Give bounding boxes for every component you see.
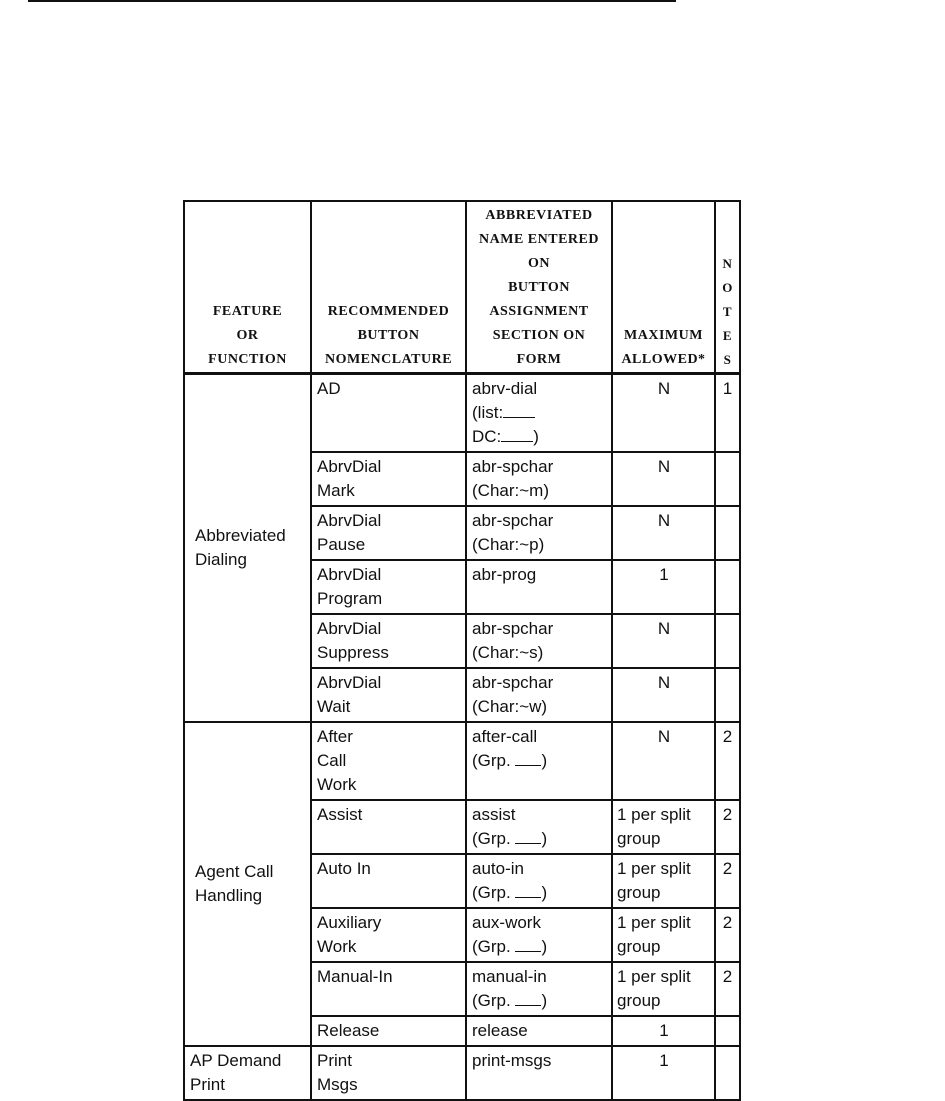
- nomenclature-cell: AbrvDial Pause: [311, 506, 466, 560]
- top-rule: [28, 0, 676, 2]
- table-row: [184, 1046, 740, 1100]
- note-cell: [715, 1046, 740, 1100]
- table-header-row: [184, 201, 740, 374]
- header-notes: N O T E S: [715, 201, 740, 374]
- max-cell: N: [612, 668, 715, 722]
- abbrev-cell: auto-in (Grp. ): [466, 854, 612, 908]
- table-row: [184, 374, 740, 453]
- max-cell: 1 per split group: [612, 800, 715, 854]
- note-cell: 2: [715, 854, 740, 908]
- note-cell: [715, 1016, 740, 1046]
- nomenclature-cell: Auto In: [311, 854, 466, 908]
- max-cell: 1: [612, 1046, 715, 1100]
- nomenclature-cell: Print Msgs: [311, 1046, 466, 1100]
- abbrev-cell: aux-work (Grp. ): [466, 908, 612, 962]
- nomenclature-cell: Auxiliary Work: [311, 908, 466, 962]
- note-cell: [715, 506, 740, 560]
- table-row: [184, 722, 740, 800]
- max-cell: N: [612, 506, 715, 560]
- nomenclature-cell: AbrvDial Program: [311, 560, 466, 614]
- abbrev-cell: print-msgs: [466, 1046, 612, 1100]
- feature-cell-ap-demand-print: AP Demand Print: [184, 1046, 311, 1100]
- button-assignment-table: [183, 200, 741, 1101]
- abbrev-cell: abrv-dial (list: DC: ): [466, 374, 612, 453]
- note-cell: 2: [715, 908, 740, 962]
- note-cell: [715, 560, 740, 614]
- nomenclature-cell: Manual-In: [311, 962, 466, 1016]
- max-cell: 1 per split group: [612, 962, 715, 1016]
- abbrev-cell: abr-spchar (Char:~m): [466, 452, 612, 506]
- max-cell: 1 per split group: [612, 854, 715, 908]
- abbrev-cell: abr-spchar (Char:~s): [466, 614, 612, 668]
- feature-cell-agent-call-handling: Agent Call Handling: [184, 722, 311, 1046]
- note-cell: 1: [715, 374, 740, 453]
- feature-cell-abbreviated-dialing: Abbreviated Dialing: [184, 374, 311, 723]
- note-cell: 2: [715, 962, 740, 1016]
- note-cell: 2: [715, 722, 740, 800]
- abbrev-cell: release: [466, 1016, 612, 1046]
- nomenclature-cell: After Call Work: [311, 722, 466, 800]
- max-cell: 1: [612, 560, 715, 614]
- nomenclature-cell: AD: [311, 374, 466, 453]
- header-feature: FEATURE OR FUNCTION: [184, 201, 311, 374]
- note-cell: [715, 668, 740, 722]
- note-cell: [715, 452, 740, 506]
- max-cell: 1: [612, 1016, 715, 1046]
- header-abbreviated-name: ABBREVIATED NAME ENTERED ON BUTTON ASSIGNMENT SECTION ON FORM: [466, 201, 612, 374]
- nomenclature-cell: AbrvDial Suppress: [311, 614, 466, 668]
- abbrev-cell: abr-spchar (Char:~p): [466, 506, 612, 560]
- note-cell: 2: [715, 800, 740, 854]
- max-cell: N: [612, 374, 715, 453]
- max-cell: 1 per split group: [612, 908, 715, 962]
- max-cell: N: [612, 614, 715, 668]
- abbrev-cell: abr-spchar (Char:~w): [466, 668, 612, 722]
- nomenclature-cell: AbrvDial Mark: [311, 452, 466, 506]
- nomenclature-cell: Release: [311, 1016, 466, 1046]
- nomenclature-cell: Assist: [311, 800, 466, 854]
- max-cell: N: [612, 452, 715, 506]
- max-cell: N: [612, 722, 715, 800]
- abbrev-cell: assist (Grp. ): [466, 800, 612, 854]
- nomenclature-cell: AbrvDial Wait: [311, 668, 466, 722]
- abbrev-cell: after-call (Grp. ): [466, 722, 612, 800]
- abbrev-cell: manual-in (Grp. ): [466, 962, 612, 1016]
- abbrev-cell: abr-prog: [466, 560, 612, 614]
- note-cell: [715, 614, 740, 668]
- header-maximum-allowed: MAXIMUM ALLOWED*: [612, 201, 715, 374]
- header-nomenclature: RECOMMENDED BUTTON NOMENCLATURE: [311, 201, 466, 374]
